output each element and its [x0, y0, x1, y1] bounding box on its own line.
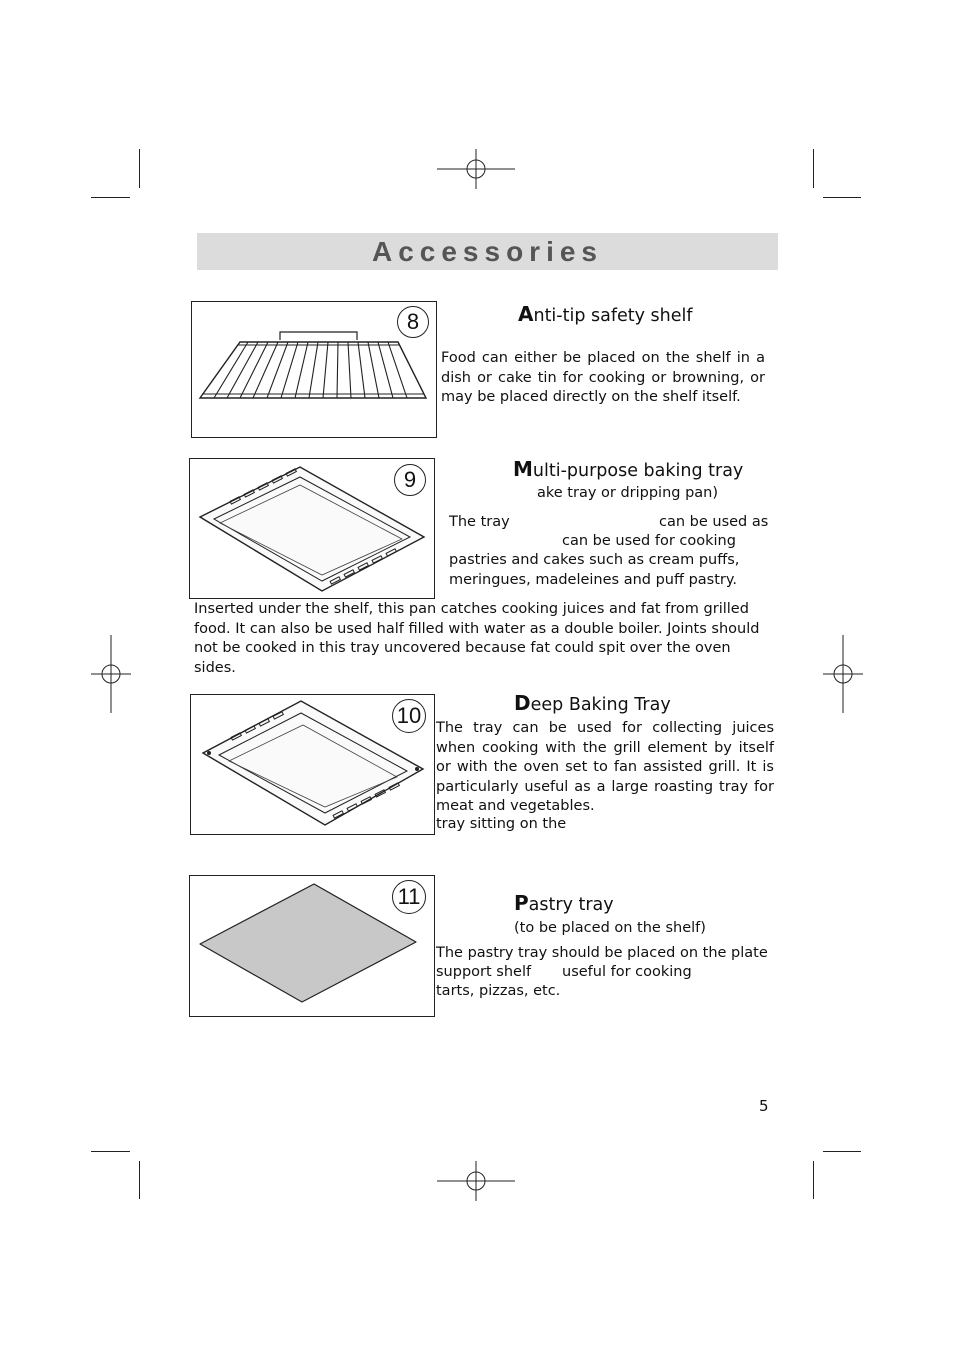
description-line: tarts, pizzas, etc.	[436, 983, 561, 999]
crop-mark	[139, 149, 140, 188]
item-title	[514, 891, 614, 915]
description-line: can be used as	[659, 514, 769, 530]
item-subtitle: (to be placed on the shelf)	[514, 920, 706, 936]
title-text: ulti-purpose baking tray	[532, 461, 744, 481]
title-initial: D	[514, 691, 531, 715]
title-text: astry tray	[528, 895, 614, 915]
crop-mark	[91, 1151, 130, 1152]
figure-number-badge: 9	[394, 464, 426, 496]
description-line: support shelf	[436, 964, 532, 980]
figure-number-badge: 8	[397, 306, 429, 338]
description-line: can be used for cooking	[562, 533, 736, 549]
registration-mark-left	[91, 635, 131, 713]
description-line: tray sitting on the	[436, 816, 567, 832]
crop-mark	[823, 1151, 861, 1152]
description-line: pastries and cakes such as cream puffs,	[449, 552, 740, 568]
title-initial: A	[518, 302, 534, 326]
title-text: eep Baking Tray	[530, 695, 671, 715]
title-initial: P	[514, 891, 529, 915]
item-description: Food can either be placed on the shelf in a dish or cake tin for cooking or browning, or may be placed directly on the shelf itself.	[441, 350, 765, 405]
title-text: nti-tip safety shelf	[533, 306, 693, 326]
crop-mark	[813, 1161, 814, 1199]
item-description: The tray can be used for collecting juices when cooking with the grill element by itself or with the oven set to fan assisted grill. It is particularly useful as a large roasting tray for meat and vegetables.	[436, 720, 774, 814]
registration-mark-top	[437, 149, 515, 189]
item-title	[514, 691, 671, 715]
page-number: 5	[759, 1097, 769, 1115]
item-title	[513, 457, 743, 481]
item-subtitle: ake tray or dripping pan)	[537, 485, 719, 501]
crop-mark	[823, 197, 861, 198]
registration-mark-right	[823, 635, 863, 713]
description-line: The pastry tray should be placed on the plate	[436, 945, 768, 961]
description-line: meringues, madeleines and puff pastry.	[449, 572, 737, 588]
registration-mark-bottom	[437, 1161, 515, 1201]
item-extra-description: Inserted under the shelf, this pan catches cooking juices and fat from grilled food. It can also be used half filled with water as a double boiler. Joints should not be cooked in this tray uncovered because fat could spit over the oven sides.	[194, 601, 760, 676]
description-line: useful for cooking	[562, 964, 692, 980]
crop-mark	[91, 197, 130, 198]
page-title: Accessories	[371, 236, 603, 267]
crop-mark	[139, 1161, 140, 1199]
description-line: The tray	[449, 514, 510, 530]
item-title	[518, 302, 693, 326]
figure-number-badge: 10	[392, 699, 426, 733]
title-initial: M	[513, 457, 533, 481]
crop-mark	[813, 149, 814, 188]
figure-number-badge: 11	[392, 880, 426, 914]
